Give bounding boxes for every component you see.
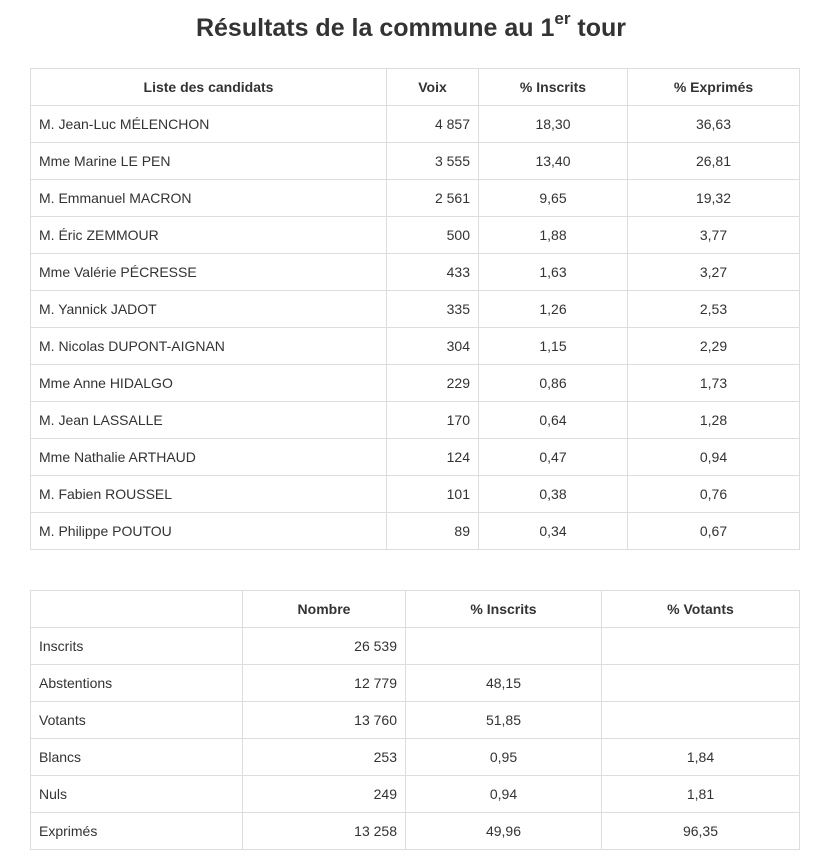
candidate-name: M. Philippe POUTOU — [31, 513, 387, 550]
candidate-voix: 124 — [387, 439, 479, 476]
table-row — [31, 402, 800, 439]
row-pct-votants: 96,35 — [602, 813, 800, 850]
candidate-pct-inscrits: 0,47 — [479, 439, 628, 476]
table-row — [31, 143, 800, 180]
candidate-pct-exprimes: 1,28 — [628, 402, 800, 439]
candidate-voix: 3 555 — [387, 143, 479, 180]
candidate-pct-inscrits: 9,65 — [479, 180, 628, 217]
table-row — [31, 180, 800, 217]
candidate-pct-exprimes: 2,53 — [628, 291, 800, 328]
candidates-results-table — [30, 68, 800, 550]
row-nombre: 253 — [243, 739, 406, 776]
header-pct-inscrits: % Inscrits — [479, 69, 628, 106]
page-title-suffix: tour — [570, 14, 627, 42]
table-row — [31, 106, 800, 143]
candidate-name: M. Emmanuel MACRON — [31, 180, 387, 217]
row-nombre: 26 539 — [243, 628, 406, 665]
candidate-pct-exprimes: 3,27 — [628, 254, 800, 291]
row-label: Blancs — [31, 739, 243, 776]
candidate-name: Mme Nathalie ARTHAUD — [31, 439, 387, 476]
candidate-voix: 335 — [387, 291, 479, 328]
row-pct-inscrits: 48,15 — [406, 665, 602, 702]
row-pct-inscrits — [406, 628, 602, 665]
participation-table — [30, 590, 800, 850]
candidate-pct-inscrits: 0,64 — [479, 402, 628, 439]
candidate-pct-exprimes: 1,73 — [628, 365, 800, 402]
candidate-pct-inscrits: 1,63 — [479, 254, 628, 291]
table-row — [31, 776, 800, 813]
candidate-name: Mme Valérie PÉCRESSE — [31, 254, 387, 291]
row-pct-votants — [602, 628, 800, 665]
table-row — [31, 665, 800, 702]
candidate-pct-inscrits: 13,40 — [479, 143, 628, 180]
header-voix: Voix — [387, 69, 479, 106]
row-pct-votants: 1,81 — [602, 776, 800, 813]
table-row — [31, 217, 800, 254]
page-title-text: Résultats de la commune au 1 — [195, 14, 555, 42]
row-pct-votants — [602, 702, 800, 739]
candidate-name: Mme Anne HIDALGO — [31, 365, 387, 402]
header-pct-votants: % Votants — [602, 591, 800, 628]
candidate-pct-inscrits: 0,34 — [479, 513, 628, 550]
candidate-voix: 89 — [387, 513, 479, 550]
candidate-pct-exprimes: 36,63 — [628, 106, 800, 143]
participation-header-row — [31, 591, 800, 628]
page-title-superscript: er — [554, 8, 571, 28]
row-label: Votants — [31, 702, 243, 739]
header-pct-exprimes: % Exprimés — [628, 69, 800, 106]
candidate-name: M. Jean LASSALLE — [31, 402, 387, 439]
row-nombre: 249 — [243, 776, 406, 813]
row-pct-inscrits: 49,96 — [406, 813, 602, 850]
candidate-pct-exprimes: 0,67 — [628, 513, 800, 550]
table-row — [31, 813, 800, 850]
candidate-pct-exprimes: 0,94 — [628, 439, 800, 476]
candidate-voix: 304 — [387, 328, 479, 365]
candidate-pct-inscrits: 0,38 — [479, 476, 628, 513]
row-pct-inscrits: 0,95 — [406, 739, 602, 776]
candidate-pct-exprimes: 3,77 — [628, 217, 800, 254]
header-pct-inscrits: % Inscrits — [406, 591, 602, 628]
candidate-voix: 229 — [387, 365, 479, 402]
table-row — [31, 739, 800, 776]
row-nombre: 12 779 — [243, 665, 406, 702]
candidates-header-row — [31, 69, 800, 106]
table-row — [31, 254, 800, 291]
candidate-pct-inscrits: 18,30 — [479, 106, 628, 143]
candidate-voix: 433 — [387, 254, 479, 291]
candidate-pct-inscrits: 1,26 — [479, 291, 628, 328]
candidate-name: M. Jean-Luc MÉLENCHON — [31, 106, 387, 143]
row-label: Exprimés — [31, 813, 243, 850]
page-title — [0, 8, 822, 44]
candidate-pct-exprimes: 26,81 — [628, 143, 800, 180]
table-row — [31, 291, 800, 328]
table-row — [31, 365, 800, 402]
table-row — [31, 439, 800, 476]
header-empty — [31, 591, 243, 628]
candidate-pct-inscrits: 0,86 — [479, 365, 628, 402]
candidate-voix: 4 857 — [387, 106, 479, 143]
table-row — [31, 328, 800, 365]
row-pct-votants: 1,84 — [602, 739, 800, 776]
candidate-name: M. Éric ZEMMOUR — [31, 217, 387, 254]
row-pct-inscrits: 51,85 — [406, 702, 602, 739]
table-row — [31, 628, 800, 665]
candidate-pct-inscrits: 1,88 — [479, 217, 628, 254]
candidate-voix: 2 561 — [387, 180, 479, 217]
candidate-voix: 101 — [387, 476, 479, 513]
header-nombre: Nombre — [243, 591, 406, 628]
table-row — [31, 513, 800, 550]
candidate-pct-exprimes: 19,32 — [628, 180, 800, 217]
candidate-name: M. Nicolas DUPONT-AIGNAN — [31, 328, 387, 365]
row-nombre: 13 258 — [243, 813, 406, 850]
candidate-pct-exprimes: 2,29 — [628, 328, 800, 365]
row-label: Nuls — [31, 776, 243, 813]
candidate-voix: 500 — [387, 217, 479, 254]
candidate-name: M. Yannick JADOT — [31, 291, 387, 328]
table-row — [31, 476, 800, 513]
row-pct-votants — [602, 665, 800, 702]
row-nombre: 13 760 — [243, 702, 406, 739]
candidate-pct-inscrits: 1,15 — [479, 328, 628, 365]
header-candidates: Liste des candidats — [31, 69, 387, 106]
row-pct-inscrits: 0,94 — [406, 776, 602, 813]
row-label: Inscrits — [31, 628, 243, 665]
table-row — [31, 702, 800, 739]
candidate-pct-exprimes: 0,76 — [628, 476, 800, 513]
candidate-name: Mme Marine LE PEN — [31, 143, 387, 180]
candidate-voix: 170 — [387, 402, 479, 439]
candidate-name: M. Fabien ROUSSEL — [31, 476, 387, 513]
row-label: Abstentions — [31, 665, 243, 702]
